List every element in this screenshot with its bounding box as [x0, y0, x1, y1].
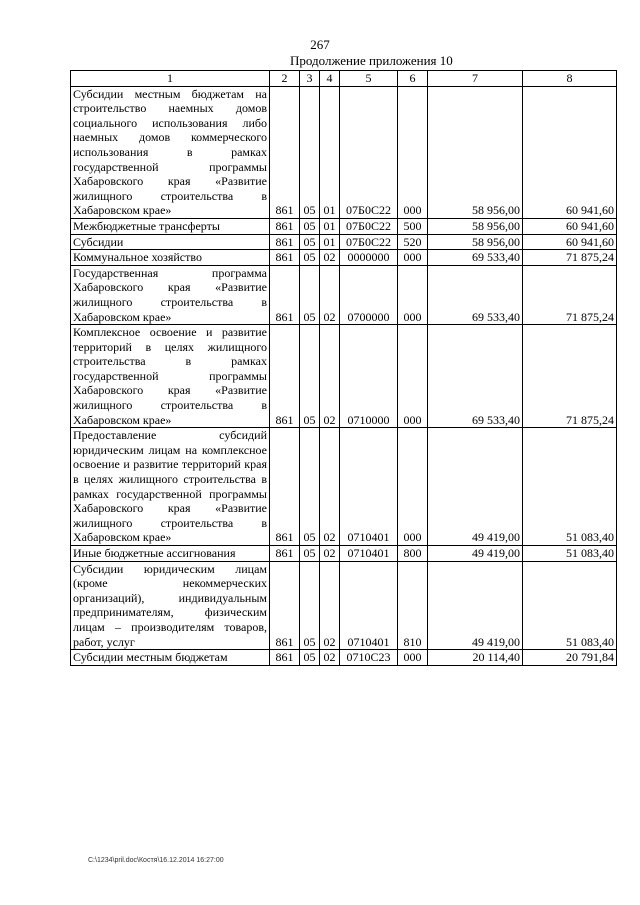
expense-type-code: 520 — [398, 234, 428, 250]
subsection-code: 01 — [320, 218, 340, 234]
amount-col7: 49 419,00 — [428, 546, 523, 562]
column-header: 7 — [428, 71, 523, 87]
subsection-code: 02 — [320, 265, 340, 324]
target-article-code: 0710401 — [340, 561, 398, 650]
section-code: 05 — [300, 546, 320, 562]
amount-col7: 69 533,40 — [428, 265, 523, 324]
ministry-code: 861 — [270, 428, 300, 546]
table-row — [71, 561, 617, 650]
section-code: 05 — [300, 250, 320, 266]
subsection-code: 02 — [320, 561, 340, 650]
amount-col8: 20 791,84 — [523, 650, 617, 666]
section-code: 05 — [300, 86, 320, 218]
target-article-code: 07Б0С22 — [340, 86, 398, 218]
row-name: Межбюджетные трансферты — [71, 218, 270, 234]
expense-type-code: 000 — [398, 250, 428, 266]
row-name: Предоставление субсидий юридическим лицам на комплексное освоение и развитие территорий края в целях жилищного строительства в рамках государственной программы Хабаровского края «Развитие жилищного строительства в Хабаровском крае» — [71, 428, 270, 546]
budget-table — [70, 70, 617, 666]
row-name: Иные бюджетные ассигнования — [71, 546, 270, 562]
target-article-code: 0710С23 — [340, 650, 398, 666]
ministry-code: 861 — [270, 218, 300, 234]
expense-type-code: 000 — [398, 325, 428, 428]
amount-col7: 58 956,00 — [428, 234, 523, 250]
amount-col7: 58 956,00 — [428, 218, 523, 234]
amount-col8: 51 083,40 — [523, 428, 617, 546]
amount-col7: 49 419,00 — [428, 428, 523, 546]
amount-col7: 49 419,00 — [428, 561, 523, 650]
target-article-code: 0710401 — [340, 428, 398, 546]
expense-type-code: 000 — [398, 86, 428, 218]
appendix-caption: Продолжение приложения 10 — [290, 53, 453, 68]
expense-type-code: 000 — [398, 428, 428, 546]
amount-col8: 71 875,24 — [523, 325, 617, 428]
section-code: 05 — [300, 234, 320, 250]
column-header: 5 — [340, 71, 398, 87]
target-article-code: 0000000 — [340, 250, 398, 266]
column-header: 2 — [270, 71, 300, 87]
section-code: 05 — [300, 650, 320, 666]
table-row — [71, 234, 617, 250]
expense-type-code: 500 — [398, 218, 428, 234]
target-article-code: 0710000 — [340, 325, 398, 428]
row-name: Субсидии — [71, 234, 270, 250]
amount-col7: 20 114,40 — [428, 650, 523, 666]
section-code: 05 — [300, 428, 320, 546]
table-row — [71, 325, 617, 428]
subsection-code: 02 — [320, 546, 340, 562]
page-number: 267 — [310, 37, 330, 52]
subsection-code: 01 — [320, 234, 340, 250]
ministry-code: 861 — [270, 561, 300, 650]
amount-col8: 71 875,24 — [523, 265, 617, 324]
row-name: Коммунальное хозяйство — [71, 250, 270, 266]
amount-col8: 60 941,60 — [523, 234, 617, 250]
expense-type-code: 800 — [398, 546, 428, 562]
row-name: Субсидии местным бюджетам — [71, 650, 270, 666]
ministry-code: 861 — [270, 650, 300, 666]
subsection-code: 02 — [320, 650, 340, 666]
expense-type-code: 810 — [398, 561, 428, 650]
column-header: 6 — [398, 71, 428, 87]
target-article-code: 07Б0С22 — [340, 218, 398, 234]
target-article-code: 07Б0С22 — [340, 234, 398, 250]
target-article-code: 0710401 — [340, 546, 398, 562]
subsection-code: 02 — [320, 250, 340, 266]
row-name: Государственная программа Хабаровского края «Развитие жилищного строительства в Хабаровском крае» — [71, 265, 270, 324]
column-header: 8 — [523, 71, 617, 87]
table-row — [71, 265, 617, 324]
ministry-code: 861 — [270, 86, 300, 218]
table-row — [71, 650, 617, 666]
subsection-code: 01 — [320, 86, 340, 218]
amount-col7: 69 533,40 — [428, 325, 523, 428]
row-name: Субсидии юридическим лицам (кроме некоммерческих организаций), индивидуальным предпринимателям, физическим лицам – производителям товаров, работ, услуг — [71, 561, 270, 650]
expense-type-code: 000 — [398, 265, 428, 324]
subsection-code: 02 — [320, 325, 340, 428]
section-code: 05 — [300, 218, 320, 234]
amount-col8: 51 083,40 — [523, 546, 617, 562]
section-code: 05 — [300, 325, 320, 428]
amount-col8: 51 083,40 — [523, 561, 617, 650]
column-header: 3 — [300, 71, 320, 87]
ministry-code: 861 — [270, 265, 300, 324]
ministry-code: 861 — [270, 325, 300, 428]
subsection-code: 02 — [320, 428, 340, 546]
file-path-footer: C:\1234\pril.doc\Костя\16.12.2014 16:27:00 — [88, 857, 224, 864]
table-row — [71, 428, 617, 546]
table-row — [71, 250, 617, 266]
target-article-code: 0700000 — [340, 265, 398, 324]
table-header-row — [71, 71, 617, 87]
ministry-code: 861 — [270, 234, 300, 250]
amount-col7: 69 533,40 — [428, 250, 523, 266]
column-header: 4 — [320, 71, 340, 87]
row-name: Субсидии местным бюджетам на строительство наемных домов социального использования либо наемных домов коммерческого использования в рамках государственной программы Хабаровского края «Развитие жилищного строительства в Хабаровском крае» — [71, 86, 270, 218]
amount-col7: 58 956,00 — [428, 86, 523, 218]
expense-type-code: 000 — [398, 650, 428, 666]
amount-col8: 60 941,60 — [523, 218, 617, 234]
amount-col8: 71 875,24 — [523, 250, 617, 266]
table-row — [71, 86, 617, 218]
amount-col8: 60 941,60 — [523, 86, 617, 218]
ministry-code: 861 — [270, 250, 300, 266]
row-name: Комплексное освоение и развитие территорий в целях жилищного строительства в рамках государственной программы Хабаровского края «Развитие жилищного строительства в Хабаровском крае» — [71, 325, 270, 428]
ministry-code: 861 — [270, 546, 300, 562]
column-header: 1 — [71, 71, 270, 87]
table-row — [71, 218, 617, 234]
section-code: 05 — [300, 561, 320, 650]
section-code: 05 — [300, 265, 320, 324]
table-row — [71, 546, 617, 562]
